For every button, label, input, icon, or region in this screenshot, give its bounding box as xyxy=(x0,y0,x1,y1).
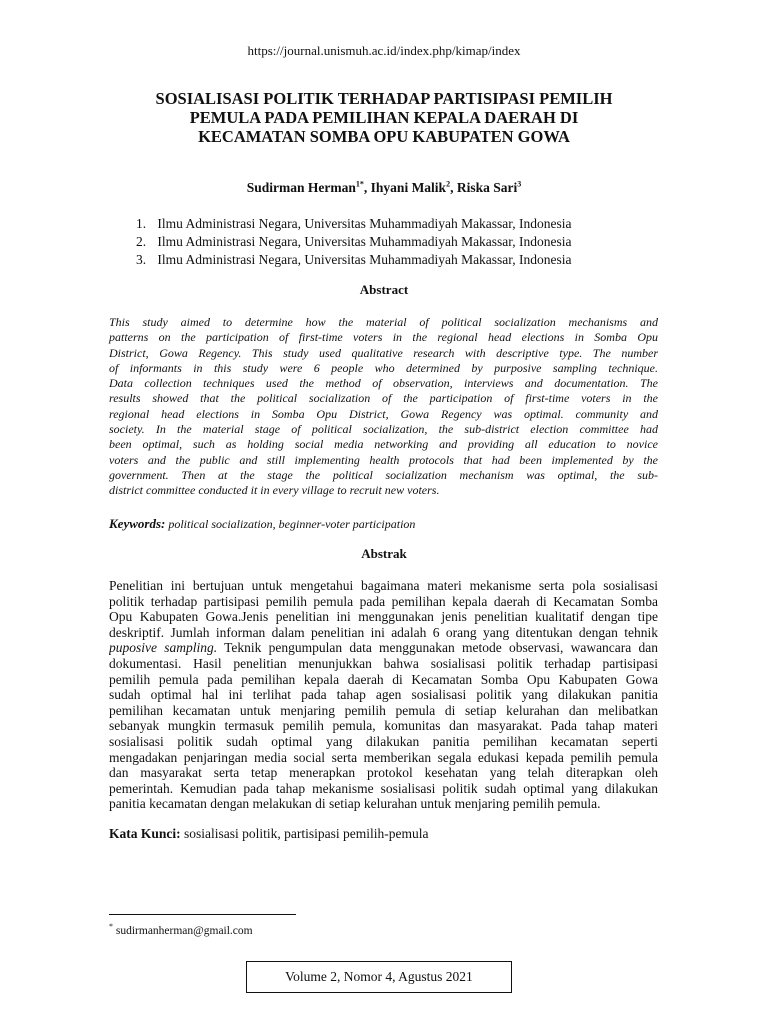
abstract-line: voters and the public and still implementing health protocols that had been implemented by the xyxy=(109,452,658,467)
author-sup: 3 xyxy=(517,179,522,189)
abstract-line: District, Gowa Regency. This study used qualitative research with descriptive type. The number xyxy=(109,345,658,360)
keywords-text: political socialization, beginner-voter participation xyxy=(165,517,416,531)
abstrak-line: Penelitian ini bertujuan untuk mengetahui bagaimana materi mekanisme serta pola sosialisasi xyxy=(109,578,658,593)
keywords-label: Keywords: xyxy=(109,516,166,531)
kata-kunci-text: sosialisasi politik, partisipasi pemilih-pemula xyxy=(180,826,429,841)
title-line: KECAMATAN SOMBA OPU KABUPATEN GOWA xyxy=(198,127,570,146)
author-sup: 1* xyxy=(355,179,364,189)
abstract-line: regional head elections in Somba Opu District, Gowa Regency was optimal. community and xyxy=(109,406,658,421)
abstract-heading: Abstract xyxy=(359,282,409,297)
abstract-body xyxy=(109,315,658,499)
abstrak-line: sosialisasi politik sudah optimal yang dilakukan panitia pemilihan kecamatan seperti xyxy=(109,733,658,749)
abstrak-line: pemilihan kecamatan untuk menjaring pemilih pemula di setiap kelurahan dan melibatkan xyxy=(109,702,658,718)
author-separator: , xyxy=(363,180,371,195)
abstrak-italic-term: puposive sampling. xyxy=(109,640,218,656)
abstract-line: district committee conducted it in every village to recruit new voters. xyxy=(109,483,440,498)
affiliation-list xyxy=(136,215,696,269)
abstrak-line: deskriptif. Jumlah informan dalam penelitian ini adalah 6 orang yang ditentukan dengan tehnik xyxy=(109,624,658,640)
paper-title xyxy=(90,89,678,146)
footnote-email[interactable]: sudirmanherman@gmail.com xyxy=(113,924,253,937)
abstract-line: results showed that the political socialization of the participation of first-time voters in the xyxy=(109,391,658,406)
affiliation-item xyxy=(136,215,696,233)
volume-box: Volume 2, Nomor 4, Agustus 2021 xyxy=(246,961,512,993)
affiliation-number: 3. xyxy=(136,252,147,267)
affiliation-number: 2. xyxy=(136,234,147,249)
title-line: PEMULA PADA PEMILIHAN KEPALA DAERAH DI xyxy=(189,108,579,127)
footnote xyxy=(109,922,253,937)
abstract-line: been optimal, such as holding social media networking and providing all education to novice xyxy=(109,437,658,452)
abstrak-line: panitia kecamatan dengan melakukan di setiap kelurahan untuk menjaring pemilih pemula. xyxy=(109,796,601,812)
abstrak-line: sudah optimal hal ini terlihat pada tahap agen sosialisasi politik yang dilakukan panitia xyxy=(109,687,658,703)
affiliation-text: Ilmu Administrasi Negara, Universitas Muhammadiyah Makassar, Indonesia xyxy=(157,216,572,231)
affiliation-item xyxy=(136,251,696,269)
author-sup: 2 xyxy=(446,179,451,189)
footnote-marker: * xyxy=(109,922,113,931)
author-list xyxy=(0,180,768,196)
author-name: Riska Sari xyxy=(456,180,518,195)
author-separator: , xyxy=(450,180,457,195)
abstrak-line: pemilih pemula pada pemilihan kepala daerah di Kecamatan Somba Opu Kabupaten Gowa xyxy=(109,671,658,687)
abstract-line: patterns on the participation of first-time voters in the regional head elections in Somba Opu xyxy=(109,330,658,345)
abstract-line: of informants in this study were 6 people who determined by purposive sampling technique. xyxy=(109,360,658,375)
abstrak-line: mengadakan penjaringan media social serta memberikan segala edukasi kepada pemilih pemula xyxy=(109,749,658,765)
abstrak-line xyxy=(109,640,658,656)
abstract-line: This study aimed to determine how the material of political socialization mechanisms and xyxy=(109,315,658,329)
abstrak-body xyxy=(109,578,658,812)
journal-url: https://journal.unismuh.ac.id/index.php/kimap/index xyxy=(247,43,521,58)
abstrak-line-rest: Teknik pengumpulan data menggunakan metode observasi, wawancara dan xyxy=(217,640,658,656)
kata-kunci xyxy=(109,826,429,842)
abstrak-line: Opu Kabupaten Gowa.Jenis penelitian ini menggunakan jenis penelitian kualitatif dengan tipe xyxy=(109,609,658,625)
abstrak-line: dan masyarakat serta tetap menerapkan protokol kesehatan yang telah diterapkan oleh xyxy=(109,765,658,781)
abstract-line: government. Then at the stage the political socialization mechanism was optimal, the sub- xyxy=(109,467,658,482)
abstract-line: society. In the material stage of political socialization, the sub-district election committee had xyxy=(109,422,658,437)
footnote-rule xyxy=(109,914,296,915)
abstrak-heading: Abstrak xyxy=(361,546,407,561)
affiliation-text: Ilmu Administrasi Negara, Universitas Muhammadiyah Makassar, Indonesia xyxy=(157,252,572,267)
abstrak-line: sebanyak mungkin termasuk pemilih pemula, komunitas dan masyarakat. Pada tahap materi xyxy=(109,718,658,734)
kata-kunci-label: Kata Kunci: xyxy=(109,826,181,841)
abstrak-line: politik terhadap partisipasi pemilih pemula pada pemilihan kepala daerah di Kecamatan Somba xyxy=(109,593,658,609)
affiliation-text: Ilmu Administrasi Negara, Universitas Muhammadiyah Makassar, Indonesia xyxy=(157,234,572,249)
affiliation-item xyxy=(136,233,696,251)
author-name: Ihyani Malik xyxy=(370,180,447,195)
title-line: SOSIALISASI POLITIK TERHADAP PARTISIPASI PEMILIH xyxy=(155,89,613,108)
abstract-line: Data collection techniques used the method of observation, interviews and documentation. The xyxy=(109,376,658,391)
abstrak-line: pemerintah. Kemudian pada tahap mekanisme sosialisasi politik sudah optimal yang dilakukan xyxy=(109,780,658,796)
keywords xyxy=(109,516,415,532)
author-name: Sudirman Herman xyxy=(246,180,356,195)
abstrak-line: dokumentasi. Hasil penelitian menunjukkan bahwa sosialisasi politik terhadap partisipasi xyxy=(109,655,658,671)
affiliation-number: 1. xyxy=(136,216,147,231)
